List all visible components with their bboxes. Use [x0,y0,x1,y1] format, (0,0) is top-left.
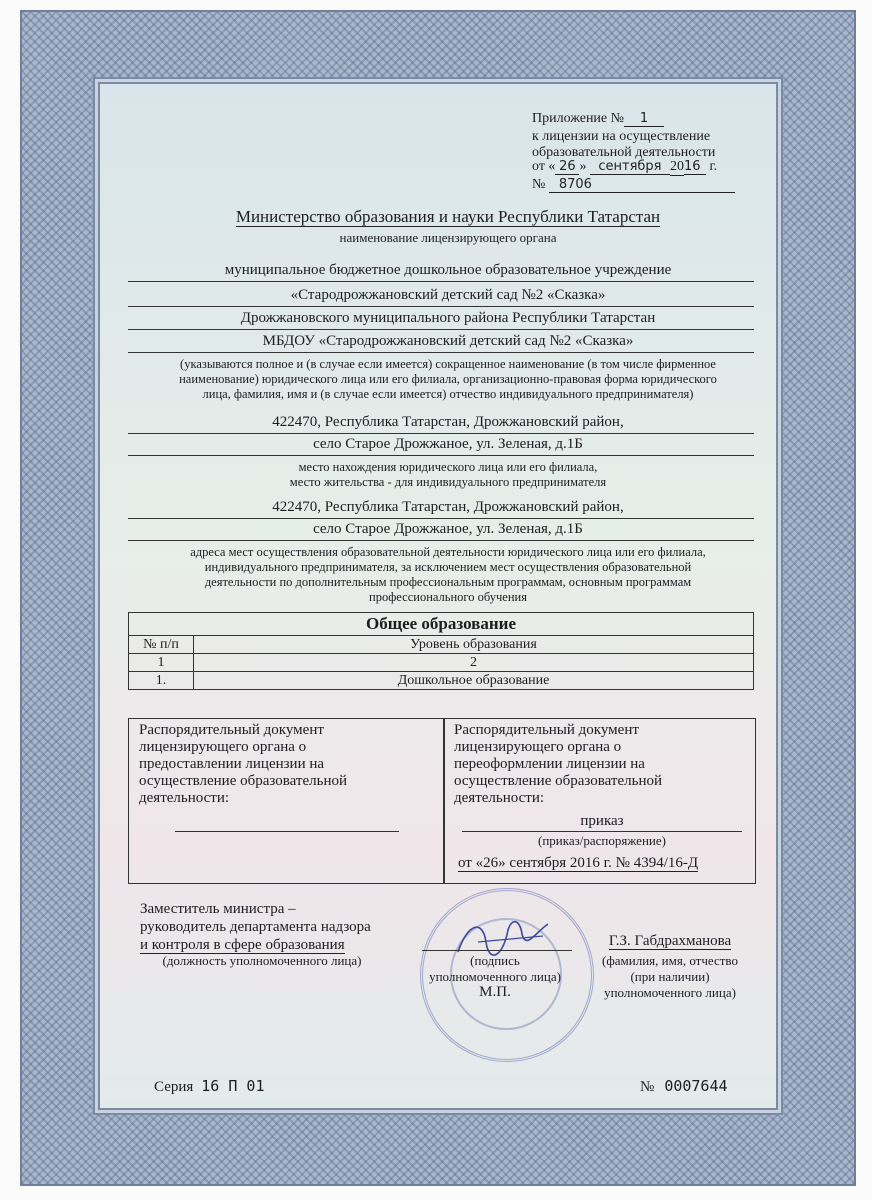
appendix-label: Приложение № [532,111,624,126]
appendix-number: 1 [624,111,664,127]
position-caption: (должность уполномоченного лица) [162,953,362,968]
license-number: 8706 [549,177,735,193]
org-short-name: МБДОУ «Стародрожжановский детский сад №2 «Сказка» [262,333,634,349]
location-line-2: село Старое Дрожжаное, ул. Зеленая, д.1Б [313,436,583,452]
table-header-row [129,636,754,654]
signature-caption: (подпись уполномоченного лица) [429,953,561,984]
license-number-line: № 8706 [532,177,735,193]
appendix-day: 26 [555,159,579,175]
reissue-document-date: от «26» сентября 2016 г. № 4394/16-Д [458,855,699,871]
education-levels-table [128,612,754,690]
authority-caption: наименование лицензирующего органа [339,230,557,245]
table-row [129,672,754,690]
row-number: 1. [129,672,194,690]
signer-name: Г.З. Габдрахманова [608,933,732,949]
column-header-number: № п/п [129,636,194,654]
org-caption: (указываются полное и (в случае если имеется) сокращенное наименование (в том числе фирменное наименование) юридического лица или его филиала, организационно-правовая форма юридического лица, фамилия, имя и (в случае если имеется) отчество индивидуального предпринимателя) [179,357,717,401]
org-name-line-2: «Стародрожжановский детский сад №2 «Сказка» [290,287,606,303]
series-value: 16 П 01 [201,1077,265,1095]
form-number: № 0007644 [640,1077,728,1095]
signer-caption: (фамилия, имя, отчество (при наличии) уполномоченного лица) [602,953,738,1000]
activity-address-caption: адреса мест осуществления образовательной деятельности юридического лица или его филиала, индивидуального предпринимателя, за исключением мест осуществления образовательной деятельности по дополнительным профессиональным программам, основным программам профессионального обучения [190,545,706,604]
appendix-subtitle-2: образовательной деятельности [532,145,716,160]
authority-name: Министерство образования и науки Республики Татарстан [235,207,661,226]
org-name-line-3: Дрожжановского муниципального района Республики Татарстан [240,310,656,326]
column-header-level: Уровень образования [194,636,754,654]
row-level: Дошкольное образование [194,672,754,690]
appendix-month: сентября [590,159,670,175]
reissue-document-box [443,718,756,884]
table-title: Общее образование [129,613,754,636]
appendix-date-line: от « 26 » сентября 2016 г. [532,159,718,174]
form-number-value: 0007644 [664,1077,728,1095]
form-series: Серия 16 П 01 [154,1077,265,1095]
location-line-1: 422470, Республика Татарстан, Дрожжановский район, [272,414,624,430]
grant-document-text: Распорядительный документ лицензирующего органа о предоставлении лицензии на осуществление образовательной деятельности: [139,722,347,806]
activity-address-line-1: 422470, Республика Татарстан, Дрожжановский район, [272,499,624,515]
grant-document-box [128,718,445,884]
appendix-subtitle-1: к лицензии на осуществление [532,129,711,144]
location-caption: место нахождения юридического лица или его филиала, место жительства - для индивидуального предпринимателя [289,460,607,489]
appendix-line [532,111,664,127]
reissue-document-text: Распорядительный документ лицензирующего органа о переоформлении лицензии на осуществление образовательной деятельности: [454,722,662,806]
org-name-line-1: муниципальное бюджетное дошкольное образовательное учреждение [224,262,672,278]
table-numbering-row: 1 2 [129,654,754,672]
reissue-document-type: приказ [580,813,624,829]
reissue-document-type-caption: (приказ/распоряжение) [538,833,666,848]
signatory-position: Заместитель министра – руководитель департамента надзора и контроля в сфере образования [140,901,371,953]
appendix-year: 16 [684,159,706,175]
activity-address-line-2: село Старое Дрожжаное, ул. Зеленая, д.1Б [313,521,583,537]
seal-place-label: М.П. [479,984,511,1000]
